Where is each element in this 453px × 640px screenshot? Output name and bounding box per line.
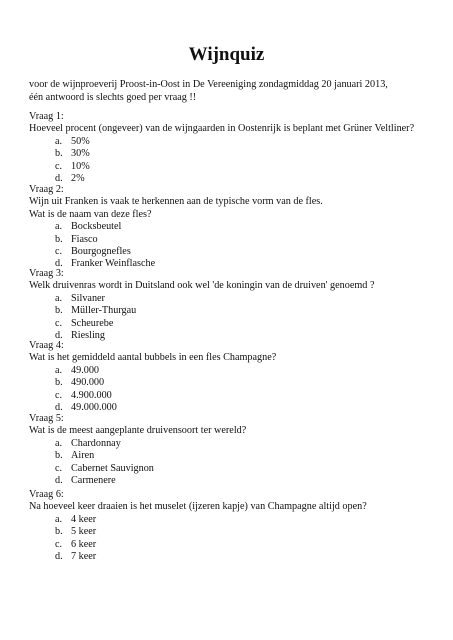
answer-list — [29, 136, 439, 186]
question-text: Wijn uit Franken is vaak te herkennen aan de typische vorm van de fles. — [29, 196, 323, 208]
answer-list — [29, 293, 439, 343]
answer-letter: d. — [55, 402, 63, 414]
answer-option — [55, 475, 439, 487]
answer-option — [55, 221, 439, 233]
answer-text: 49.000 — [71, 364, 100, 376]
answer-text: Bourgognefles — [71, 246, 131, 258]
answer-letter: b. — [55, 233, 63, 245]
answer-list — [29, 365, 439, 415]
answer-letter: b. — [55, 377, 63, 389]
answer-letter: b. — [55, 148, 63, 160]
answer-option — [55, 463, 439, 475]
answer-option — [55, 539, 439, 551]
question-label: Vraag 2: — [29, 184, 64, 195]
answer-option — [55, 293, 439, 305]
answer-text: 49.000.000 — [71, 402, 117, 414]
question-text: Na hoeveel keer draaien is het muselet (ijzeren kapje) van Champagne altijd open? — [29, 501, 367, 513]
answer-letter: d. — [55, 330, 63, 342]
answer-option — [55, 551, 439, 563]
answer-text: 5 keer — [71, 526, 97, 538]
answer-letter: c. — [55, 160, 63, 172]
answer-text: 4.900.000 — [71, 389, 112, 401]
answer-letter: d. — [55, 551, 63, 563]
question-text: Wat is de meest aangeplante druivensoort ter wereld? — [29, 425, 247, 437]
answer-text: 7 keer — [71, 551, 97, 563]
answer-text: Bocksbeutel — [71, 221, 122, 233]
answer-letter: c. — [55, 246, 63, 258]
answer-option — [55, 514, 439, 526]
page-title: Wijnquiz — [188, 44, 265, 65]
answer-option — [55, 450, 439, 462]
answer-option — [55, 246, 439, 258]
answer-option — [55, 148, 439, 160]
answer-text: 2% — [71, 173, 85, 185]
question-label: Vraag 6: — [29, 489, 64, 500]
question-label: Vraag 4: — [29, 340, 64, 351]
question-text: Hoeveel procent (ongeveer) van de wijngaarden in Oostenrijk is beplant met Grüner Veltliner? — [29, 123, 415, 135]
answer-letter: b. — [55, 526, 63, 538]
question-label: Vraag 5: — [29, 413, 64, 424]
answer-text: 6 keer — [71, 538, 97, 550]
answer-text: 30% — [71, 148, 90, 160]
answer-text: Scheurebe — [71, 317, 114, 329]
answer-text: Carmenere — [71, 475, 116, 487]
answer-text: Airen — [71, 450, 95, 462]
answer-text: Müller-Thurgau — [71, 305, 137, 317]
answer-option — [55, 390, 439, 402]
answer-list — [29, 514, 439, 564]
answer-option — [55, 136, 439, 148]
answer-letter: c. — [55, 538, 63, 550]
answer-letter: b. — [55, 305, 63, 317]
question-6 — [29, 489, 439, 563]
intro-text — [29, 78, 429, 104]
answer-text: 4 keer — [71, 513, 97, 525]
answer-option — [55, 377, 439, 389]
answer-letter: a. — [55, 292, 63, 304]
answer-text: Cabernet Sauvignon — [71, 462, 154, 474]
answer-option — [55, 234, 439, 246]
answer-text: Chardonnay — [71, 437, 121, 449]
answer-option — [55, 526, 439, 538]
question-5 — [29, 413, 439, 487]
answer-letter: a. — [55, 135, 63, 147]
intro-line: één antwoord is slechts goed per vraag !! — [29, 92, 197, 103]
answer-option — [55, 161, 439, 173]
answer-option — [55, 305, 439, 317]
answer-letter: d. — [55, 475, 63, 487]
intro-line: voor de wijnproeverij Proost-in-Oost in De Vereeniging zondagmiddag 20 januari 2013, — [29, 79, 388, 90]
answer-text: Fiasco — [71, 233, 98, 245]
answer-letter: c. — [55, 462, 63, 474]
question-text: Wat is het gemiddeld aantal bubbels in een fles Champagne? — [29, 352, 277, 364]
answer-option — [55, 318, 439, 330]
answer-text: Franker Weinflasche — [71, 258, 156, 270]
answer-text: 10% — [71, 160, 90, 172]
answer-list — [29, 438, 439, 488]
question-text: Wat is de naam van deze fles? — [29, 208, 152, 220]
answer-letter: d. — [55, 258, 63, 270]
question-2 — [29, 184, 439, 271]
answer-list — [29, 221, 439, 271]
answer-text: Silvaner — [71, 292, 105, 304]
answer-letter: b. — [55, 450, 63, 462]
question-1 — [29, 111, 439, 185]
answer-option — [55, 365, 439, 377]
question-text: Welk druivenras wordt in Duitsland ook wel 'de koningin van de druiven' genoemd ? — [29, 280, 375, 292]
answer-letter: a. — [55, 513, 63, 525]
question-3 — [29, 268, 439, 342]
answer-text: Riesling — [71, 330, 105, 342]
question-label: Vraag 3: — [29, 268, 64, 279]
answer-letter: c. — [55, 317, 63, 329]
answer-text: 50% — [71, 135, 90, 147]
answer-letter: c. — [55, 389, 63, 401]
answer-letter: d. — [55, 173, 63, 185]
question-label: Vraag 1: — [29, 111, 64, 122]
answer-letter: a. — [55, 364, 63, 376]
answer-letter: a. — [55, 437, 63, 449]
answer-option — [55, 438, 439, 450]
question-4 — [29, 340, 439, 414]
answer-letter: a. — [55, 221, 63, 233]
answer-text: 490.000 — [71, 377, 105, 389]
